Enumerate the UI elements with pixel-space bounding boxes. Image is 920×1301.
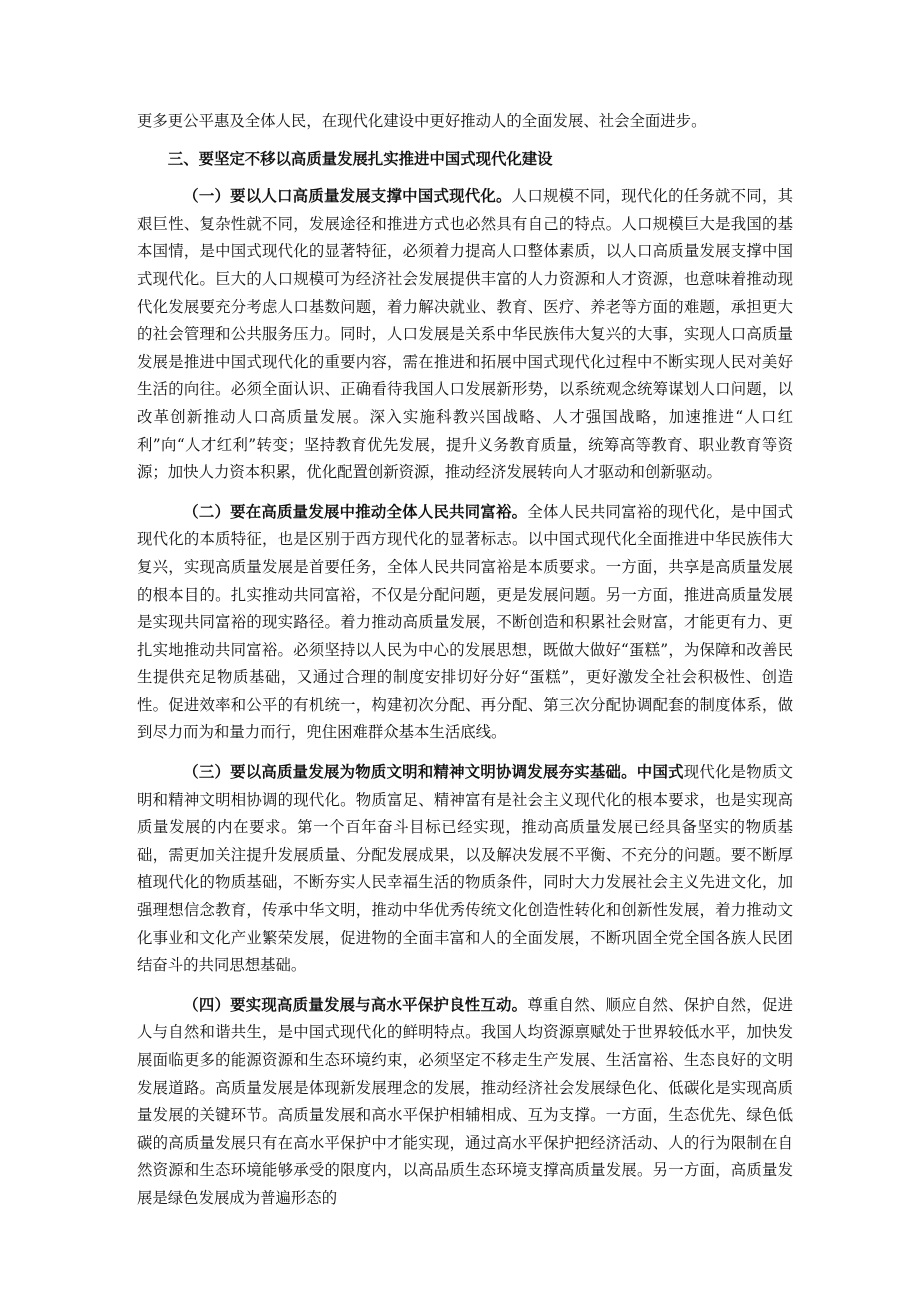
- section-heading-text: 三、要坚定不移以高质量发展扎实推进中国式现代化建设: [167, 149, 553, 168]
- subsection-3: [137, 759, 793, 980]
- subsection-4-title: （四）要实现高质量发展与高水平保护良性互动。: [183, 995, 528, 1014]
- subsection-1: [137, 183, 793, 487]
- section-heading: [137, 146, 793, 174]
- document-body: [137, 108, 793, 1213]
- subsection-3-body: 现代化是物质文明和精神文明相协调的现代化。物质富足、精神富有是社会主义现代化的根本要求，也是实现高质量发展的内在要求。第一个百年奋斗目标已经实现，推动高质量发展已经具备坚实的物质基础，需更加关注提升发展质量、分配发展成果，以及解决发展不平衡、不充分的问题。要不断厚植现代化的物质基础，不断夯实人民幸福生活的物质条件，同时大力发展社会主义先进文化，加强理想信念教育，传承中华文明，推动中华优秀传统文化创造性转化和创新性发展，着力推动文化事业和文化产业繁荣发展，促进物的全面丰富和人的全面发展，不断巩固全党全国各族人民团结奋斗的共同思想基础。: [137, 763, 793, 975]
- subsection-2: [137, 499, 793, 747]
- intro-paragraph-tail: [137, 108, 793, 136]
- subsection-2-title: （二）要在高质量发展中推动全体人民共同富裕。: [183, 502, 528, 521]
- subsection-4: [137, 992, 793, 1213]
- intro-text: 更多更公平惠及全体人民，在现代化建设中更好推动人的全面发展、社会全面进步。: [137, 112, 707, 130]
- subsection-1-title: （一）要以人口高质量发展支撑中国式现代化。: [183, 187, 512, 206]
- subsection-1-body: 人口规模不同，现代化的任务就不同，其艰巨性、复杂性就不同，发展途径和推进方式也必然具有自己的特点。人口规模巨大是我国的基本国情，是中国式现代化的显著特征，必须着力提高人口整体素质，以人口高质量发展支撑中国式现代化。巨大的人口规模可为经济社会发展提供丰富的人力资源和人才资源，也意味着推动现代化发展要充分考虑人口基数问题，着力解决就业、教育、医疗、养老等方面的难题，承担更大的社会管理和公共服务压力。同时，人口发展是关系中华民族伟大复兴的大事，实现人口高质量发展是推进中国式现代化的重要内容，需在推进和拓展中国式现代化过程中不断实现人民对美好生活的向往。必须全面认识、正确看待我国人口发展新形势，以系统观念统筹谋划人口问题，以改革创新推动人口高质量发展。深入实施科教兴国战略、人才强国战略，加速推进“人口红利”向“人才红利”转变；坚持教育优先发展，提升义务教育质量，统筹高等教育、职业教育等资源；加快人力资本积累，优化配置创新资源，推动经济发展转向人才驱动和创新驱动。: [137, 187, 793, 482]
- subsection-2-body: 全体人民共同富裕的现代化，是中国式现代化的本质特征，也是区别于西方现代化的显著标志。以中国式现代化全面推进中华民族伟大复兴，实现高质量发展是首要任务，全体人民共同富裕是本质要求。一方面，共享是高质量发展的根本目的。扎实推动共同富裕，不仅是分配问题，更是发展问题。另一方面，推进高质量发展是实现共同富裕的现实路径。着力推动高质量发展，不断创造和积累社会财富，才能更有力、更扎实地推动共同富裕。必须坚持以人民为中心的发展思想，既做大做好“蛋糕”，为保障和改善民生提供充足物质基础，又通过合理的制度安排切好分好“蛋糕”，更好激发全社会积极性、创造性。促进效率和公平的有机统一，构建初次分配、再分配、第三次分配协调配套的制度体系，做到尽力而为和量力而行，兜住困难群众基本生活底线。: [137, 502, 793, 742]
- subsection-4-body: 尊重自然、顺应自然、保护自然，促进人与自然和谐共生，是中国式现代化的鲜明特点。我国人均资源禀赋处于世界较低水平，加快发展面临更多的能源资源和生态环境约束，必须坚定不移走生产发展、生活富裕、生态良好的文明发展道路。高质量发展是体现新发展理念的发展，推动经济社会发展绿色化、低碳化是实现高质量发展的关键环节。高质量发展和高水平保护相辅相成、互为支撑。一方面，生态优先、绿色低碳的高质量发展只有在高水平保护中才能实现，通过高水平保护把经济活动、人的行为限制在自然资源和生态环境能够承受的限度内，以高品质生态环境支撑高质量发展。另一方面，高质量发展是绿色发展成为普遍形态的: [137, 995, 793, 1207]
- subsection-3-title: （三）要以高质量发展为物质文明和精神文明协调发展夯实基础。中国式: [183, 763, 684, 782]
